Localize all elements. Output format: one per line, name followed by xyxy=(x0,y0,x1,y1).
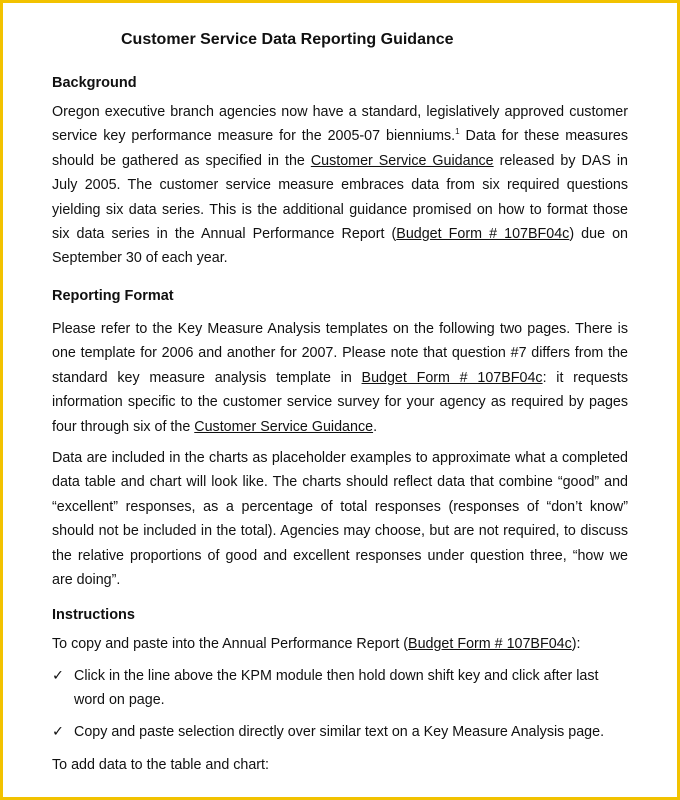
document-title: Customer Service Data Reporting Guidance xyxy=(121,31,454,48)
customer-service-guidance-link[interactable]: Customer Service Guidance xyxy=(310,152,494,169)
text-run: : it requests information specific to the customer service survey for your agency as required by pages four through six of the xyxy=(52,369,628,435)
reporting-format-paragraph-1 xyxy=(52,317,628,439)
text-run: . xyxy=(373,418,378,435)
text-run: released by DAS in July 2005. The customer service measure embraces data from six required questions yielding six data series. This is the additional guidance promised on how to format those six data series in the Annual Performance Report ( xyxy=(52,152,628,243)
budget-form-link[interactable]: Budget Form # 107BF04c xyxy=(408,636,572,652)
background-paragraph xyxy=(52,100,628,271)
budget-form-link[interactable]: Budget Form # 107BF04c xyxy=(361,369,543,386)
text-run: Data for these measures should be gathered as specified in the xyxy=(52,128,628,169)
text-run: ): xyxy=(571,636,581,652)
text-run: To copy and paste into the Annual Performance Report ( xyxy=(52,636,409,652)
background-heading: Background xyxy=(52,75,137,91)
text-run: Oregon executive branch agencies now have a standard, legislatively approved customer service key performance measure for the 2005-07 bienniums. xyxy=(52,104,628,145)
text-run: ) due on September 30 of each year. xyxy=(52,226,628,267)
instructions-intro xyxy=(52,632,628,656)
text-run: Please refer to the Key Measure Analysis templates on the following two pages. There is one template for 2006 and another for 2007. Please note that question #7 differs from the standard key measure analysis template in xyxy=(52,321,628,386)
instructions-heading: Instructions xyxy=(52,607,135,623)
footnote-marker: 1 xyxy=(455,127,460,137)
instructions-outro: To add data to the table and chart: xyxy=(52,757,269,773)
reporting-format-heading: Reporting Format xyxy=(52,288,174,304)
checkmark-icon: ✓ xyxy=(52,668,64,684)
customer-service-guidance-link[interactable]: Customer Service Guidance xyxy=(194,418,374,435)
budget-form-link[interactable]: Budget Form # 107BF04c xyxy=(396,226,570,243)
instruction-step-text: Click in the line above the KPM module then hold down shift key and click after last word on page. xyxy=(74,668,599,709)
checkmark-icon: ✓ xyxy=(52,724,64,740)
reporting-format-paragraph-2: Data are included in the charts as placeholder examples to approximate what a completed data table and chart will look like. The charts should reflect data that combine “good” and “excellent” responses, as a percentage of total responses (responses of “don’t know” should not be included in the total). Agencies may choose, but are not required, to discuss the relative proportions of good and excellent responses under question three, “how we are doing”. xyxy=(52,450,628,589)
instruction-step-text: Copy and paste selection directly over similar text on a Key Measure Analysis page. xyxy=(74,724,605,740)
